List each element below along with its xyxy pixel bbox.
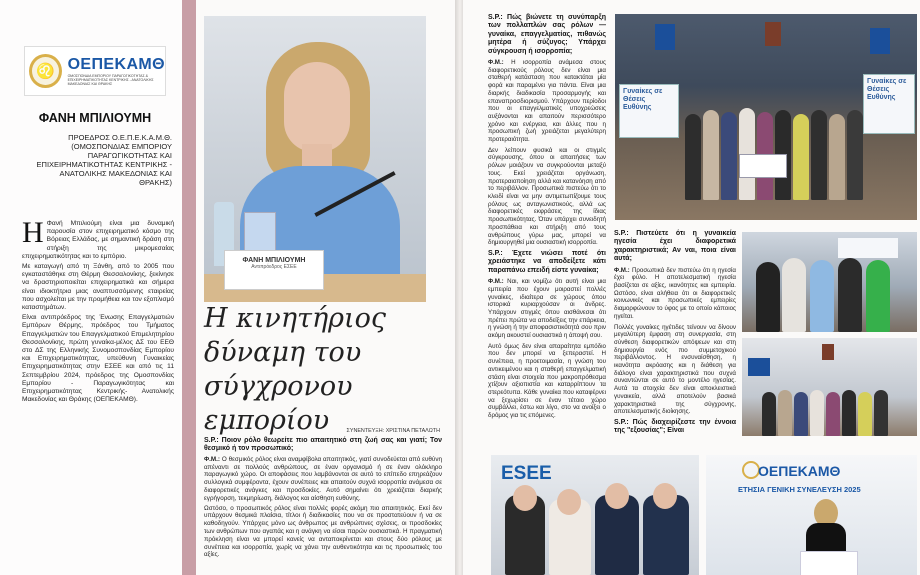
oepekamth-logo xyxy=(24,46,166,96)
lead-paragraph-2: Με καταγωγή από τη Ξάνθη, από το 2005 που εγκαταστάθηκε στη Θέρμη Θεσσαλονίκης, ξεκίνησε να δραστηριοποιείται επιχειρηματικά και σήμερα είναι ιδιοκτήτρια μιας αναπτυσσόμενης εταιρείας που ασχολείται με την προμήθεια και τον εξοπλισμό καταστημάτων. xyxy=(22,263,174,312)
logo-name: ΟΕΠΕΚΑΜΘ xyxy=(67,56,165,73)
answer-3: Φ.Μ.: Ναι, και νομίζω ότι αυτή είναι μια εμπειρία που έχουν μοιραστεί πολλές γυναίκες, ιδιαίτερα σε χώρους όπου ιστορικά κυριαρχούσαν οι άνδρες. Υπάρχουν στιγμές όπου αισθάνεσαι ότι πρέπει πρώτα να αποδείξεις την επάρκεια, η γνώση ή την αποφασιστικότητά σου πριν ακόμη ακουστεί ουσιαστικά η άποψή σου. xyxy=(488,278,606,340)
answer-4: Φ.Μ.: Προσωπικά δεν πιστεύω ότι η ηγεσία έχει φύλο. Η αποτελεσματική ηγεσία βασίζεται σε αξίες, ικανότητες και εμπειρία. Ωστόσο, είναι αλήθεια ότι οι διαφορετικές κοινωνικές και προσωπικές εμπειρίες διαμορφώνουν το ύφος με το οποίο κάποιος ηγείται. xyxy=(614,266,736,320)
dropcap: Η xyxy=(22,216,44,249)
annual-logo: ΟΕΠΕΚΑΜΘ xyxy=(758,463,841,479)
byline: ΣΥΝΕΝΤΕΥΞΗ: ΧΡΙΣΤΙΝΑ ΠΕΤΑΛΩΤΗ xyxy=(346,428,440,434)
profile-name: ΦΑΝΗ ΜΠΙΛΙΟΥΜΗ xyxy=(38,111,152,125)
logo-subtitle: ΟΜΟΣΠΟΝΔΙΑ ΕΜΠΟΡΙΟΥ ΠΑΡΑΓΩΓΙΚΟΤΗΤΑΣ & ΕΠΙΧΕΙΡΗΜΑΤΙΚΟΤΗΤΑΣ ΚΕΝΤΡΙΚΗΣ - ΑΝΑΤΟΛΙΚΗΣ ΜΑΚΕΔΟΝΙΑΣ ΚΑΙ ΘΡΑΚΗΣ xyxy=(67,74,154,86)
event-banner: Γυναίκες σε Θέσεις Ευθύνης xyxy=(619,84,679,138)
question-3: S.P.: Έχετε νιώσει ποτέ ότι χρειάστηκε να αποδείξετε κάτι παραπάνω επειδή είστε γυναίκα; xyxy=(488,249,606,274)
question-2: S.P.: Πώς βιώνετε τη συνύπαρξη των πολλαπλών σας ρόλων — γυναίκα, επαγγελματίας, πιθανώς μητέρα ή σύζυγος; Υπάρχει σύγκρουση ή ισορροπία; xyxy=(488,14,606,55)
annual-assembly-photo xyxy=(706,455,917,575)
group-photo-conference xyxy=(615,14,917,220)
answer-1 xyxy=(204,456,442,503)
screen-right xyxy=(870,28,890,54)
answer-1-text: Ο θεσμικός ρόλος είναι αναμφίβολα απαιτητικός, γιατί συνοδεύεται από ευθύνη απέναντι σε πολλούς ανθρώπους, σε έναν οργανισμό ή σε έναν ολόκληρο παραγωγικό χώρο. Οι αποφάσεις που λαμβάνονται σε αυτό το επίπεδο επηρεάζουν συλλογικά συμφέροντα, έχουν συνέπειες και απαιτούν συχνά ισορροπία ανάμεσα σε διαφορετικές ανάγκες και προσδοκίες. Αυτό σημαίνει ότι χρειάζεται διαρκής εγρήγορση, τεκμηρίωση, διάλογος και αίσθηση ευθύνης. xyxy=(204,455,443,502)
esee-logo: ESEE xyxy=(501,463,552,484)
column-1 xyxy=(488,14,606,423)
banner-small xyxy=(838,238,898,258)
profile-sidebar xyxy=(0,0,182,575)
left-page xyxy=(0,0,457,575)
answer-2b: Δεν λείπουν φυσικά και οι στιγμές σύγκρουσης, όπου οι απαιτήσεις των ρόλων μοιάζουν να συγκρούονται μεταξύ τους. Εκεί χρειάζεται οργάνωση, προτεραιοποίηση αλλά και κατανόηση από το περιβάλλον. Προσωπικά πιστεύω ότι το κλειδί είναι να μην αντιμετωπίζουμε τους ρόλους ως ανταγωνιστικούς, αλλά ως διαφορετικές εκφράσεις της ίδιας προσωπικότητας. Όταν υπάρχει συνειδητή προσπάθεια και στήριξη από τους ανθρώπους γύρω μας, μπορεί να δημιουργηθεί μια ουσιαστική ισορροπία. xyxy=(488,146,606,247)
lead-paragraph-1: Φανή Μπιλιούμη είναι μια δυναμική παρουσία στον επιχειρηματικό κόσμο της Βόρειας Ελλάδας, με σημαντική δράση στη στήριξη της μικρομεσαίας επιχειρηματικότητας και το εμπόριο. xyxy=(22,220,174,260)
answer-1b: Ωστόσο, ο προσωπικός ρόλος είναι πολλές φορές ακόμη πιο απαιτητικός. Εκεί δεν υπάρχουν θεσμικά πλαίσια, τίτλοι ή διαδικασίες που να σε προστατεύουν ή να σε καθοδηγούν. Υπάρχεις μόνο ως άνθρωπος με ανθρώπινες σχέσεις, οι προσδοκίες των ανθρώπων που αγαπάς και η ανάγκη να είσαι παρών ουσιαστικά. Η πραγματική πρόκληση είναι να μπορεί κανείς να ανταποκρίνεται και στους δύο ρόλους με συνέπεια και ισορροπία, χωρίς να χάνει την αυθεντικότητα και τις προσωπικές του αξίες. xyxy=(204,504,442,559)
portrait-photo xyxy=(204,16,426,302)
lectern xyxy=(800,551,858,575)
podium-sign xyxy=(739,154,787,178)
article-headline: Η κινητήριος δύναμη του σύγχρονου εμπορίου xyxy=(204,303,386,436)
column-2 xyxy=(614,230,736,439)
question-1: S.P.: Ποιον ρόλο θεωρείτε πιο απαιτητικό στη ζωή σας και γιατί; Τον θεσμικό ή τον προσωπικό; xyxy=(204,437,442,453)
esee-photo xyxy=(491,455,699,575)
lion-emblem-icon: ♌ xyxy=(29,54,62,88)
group-photo-3 xyxy=(742,338,917,436)
accent-bar xyxy=(182,0,196,575)
answer-3b: Αυτό όμως δεν είναι απαραίτητα εμπόδιο που δεν μπορεί να ξεπεραστεί. Η συνέπεια, η προετοιμασία, η γνώση του αντικειμένου και η σταθερή επαγγελματική στάση είναι στοιχεία που μακροπρόθεσμα χτίζουν αξιοπιστία και καταρρίπτουν τα στερεότυπα. Κάθε γυναίκα που καταφέρνει να ξεχωρίσει σε έναν τέτοιο χώρο συμβάλλει, έστω και λίγο, στο να ανοίξει ο δρόμος για τις επόμενες. xyxy=(488,342,606,420)
screen-small xyxy=(748,358,770,376)
qa-left xyxy=(204,437,442,561)
icon-painting xyxy=(765,22,781,46)
answer-4b: Πολλές γυναίκες ηγέτιδες τείνουν να δίνουν μεγαλύτερη έμφαση στη συνεργασία, στη σύνθεση διαφορετικών απόψεων και στη δημιουργία ενός πιο συμμετοχικού περιβάλλοντος. Η ενσυναίσθηση, η ικανότητα ακρόασης και η διάθεση για διάλογο είναι χαρακτηριστικά που συχνά συναντώνται σε αυτό το μοντέλο ηγεσίας. Αυτά τα στοιχεία δεν είναι αποκλειστικά γυναικεία, αλλά αποτελούν βασικά χαρακτηριστικά της σύγχρονης, αποτελεσματικής διοίκησης. xyxy=(614,323,736,416)
profile-role: ΠΡΟΕΔΡΟΣ Ο.Ε.Π.Ε.Κ.Α.Μ.Θ. (ΟΜΟΣΠΟΝΔΙΑΣ ΕΜΠΟΡΙΟΥ ΠΑΡΑΓΩΓΙΚΟΤΗΤΑΣ ΚΑΙ ΕΠΙΧΕΙΡΗΜΑΤΙΚΟΤΗΤΑΣ ΚΕΝΤΡΙΚΗΣ - ΑΝΑΤΟΛΙΚΗΣ ΜΑΚΕΔΟΝΙΑΣ ΚΑΙ ΘΡΑΚΗΣ) xyxy=(36,133,172,187)
lead-text xyxy=(22,216,174,406)
annual-subtitle: ΕΤΗΣΙΑ ΓΕΝΙΚΗ ΣΥΝΕΛΕΥΣΗ 2025 xyxy=(738,485,861,494)
answer-2: Φ.Μ.: Η ισορροπία ανάμεσα στους διαφορετικούς ρόλους δεν είναι μια σταθερή κατάσταση που κατακτάται μία φορά και παραμένει για πάντα. Είναι μια διαρκής διαδικασία προσαρμογής και επαναπροσδιορισμού. Υπάρχουν περίοδοι που οι επαγγελματικές υποχρεώσεις αυξάνονται και απαιτούν περισσότερο χρόνο και ενέργεια, και άλλες που η προσωπική ζωή χρειάζεται μεγαλύτερη προτεραιότητα. xyxy=(488,59,606,144)
answer-label: Φ.Μ.: xyxy=(204,455,221,463)
question-4: S.P.: Πιστεύετε ότι η γυναικεία ηγεσία έχει διαφορετικά χαρακτηριστικά; Αν ναι, ποια είναι αυτά; xyxy=(614,230,736,263)
question-5: S.P.: Πώς διαχειρίζεστε την έννοια της "εξουσίας"; Είναι xyxy=(614,418,736,435)
event-banner-right: Γυναίκες σε Θέσεις Ευθύνης xyxy=(863,74,915,134)
placard-name: ΦΑΝΗ ΜΠΙΛΙΟΥΜΗ xyxy=(242,257,306,264)
group-photo-2 xyxy=(742,232,917,332)
screen-left xyxy=(655,24,675,50)
placard-role: Αντιπρόεδρος ΕΣΕΕ xyxy=(251,264,297,270)
icon-painting-small xyxy=(822,344,834,360)
name-placard xyxy=(224,250,324,290)
lead-paragraph-3: Είναι αντιπρόεδρος της Ένωσης Επαγγελματιών Εμπόρων Θέρμης, πρόεδρος του Τμήματος Επαγγελματιών του Επαγγελματικού Επιμελητηρίου Θεσσαλονίκης, πρώτη γυναίκα-μέλος ΔΣ του ΕΕΘ στο ΔΣ της Ελληνικής Συνομοσπονδίας Εμπορίου και Επιχειρηματικότητας, υπεύθυνη Γυναικείας Επιχειρηματικότητας στην ΕΣΕΕ και από τις 11 Σεπτεμβρίου 2024, πρόεδρος της Ομοσπονδίας Εμπορίου - Παραγωγικότητας και Επιχειρηματικότητας Κεντρικής- Ανατολικής Μακεδονίας και Θράκης (ΟΕΠΕΚΑΜΘ). xyxy=(22,314,174,404)
